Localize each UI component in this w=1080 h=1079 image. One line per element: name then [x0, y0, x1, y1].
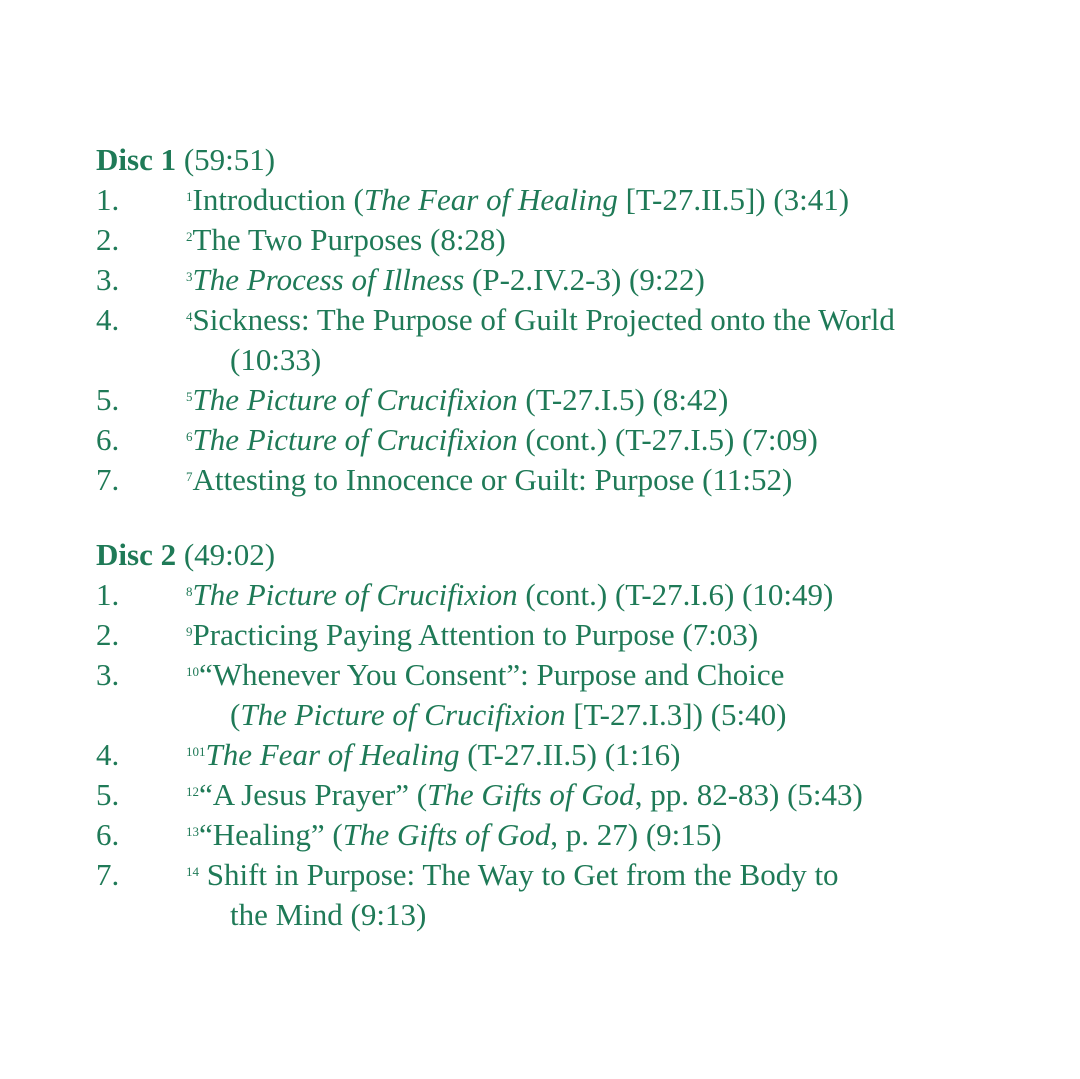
italic-title: The Picture of Crucifixion [192, 422, 518, 457]
track-number: 5. [96, 777, 120, 812]
track-title-line [186, 180, 1056, 220]
track-text: “Healing” ( [199, 817, 343, 852]
track-number: 7. [96, 857, 120, 892]
track-text: Sickness: The Purpose of Guilt Projected onto the World [192, 302, 895, 337]
track-item [96, 615, 1056, 655]
track-number: 1. [96, 182, 120, 217]
reference-superscript: 13 [186, 824, 199, 839]
track-title-line [186, 380, 1056, 420]
track-body [186, 460, 1056, 500]
track-number: 6. [96, 817, 120, 852]
italic-title: The Process of Illness [192, 262, 465, 297]
reference-superscript: 5 [186, 389, 193, 404]
track-title-continuation [186, 895, 1056, 935]
track-item [96, 180, 1056, 220]
track-number: 6. [96, 422, 120, 457]
track-item [96, 575, 1056, 615]
track-text: (10:33) [230, 342, 322, 377]
track-text: ( [230, 697, 241, 732]
disc-duration: (49:02) [183, 537, 276, 572]
disc-2-section [96, 535, 1056, 935]
track-body [186, 180, 1056, 220]
track-number: 1. [96, 577, 120, 612]
track-text: “Whenever You Consent”: Purpose and Choice [199, 657, 785, 692]
track-title-line [186, 420, 1056, 460]
track-body [186, 380, 1056, 420]
track-body [186, 300, 1056, 380]
track-list [96, 575, 1056, 935]
disc-label: Disc 1 [96, 142, 177, 177]
track-item [96, 420, 1056, 460]
track-title-line [186, 615, 1056, 655]
reference-superscript: 4 [186, 309, 193, 324]
track-text: Introduction ( [192, 182, 364, 217]
track-body [186, 615, 1056, 655]
italic-title: The Fear of Healing [205, 737, 460, 772]
track-item [96, 775, 1056, 815]
reference-superscript: 1 [186, 189, 193, 204]
disc-duration: (59:51) [183, 142, 276, 177]
reference-superscript: 10 [186, 664, 199, 679]
track-text: (T-27.II.5) (1:16) [459, 737, 681, 772]
track-title-line [186, 300, 1056, 340]
track-item [96, 855, 1056, 935]
track-text: (cont.) (T-27.I.5) (7:09) [517, 422, 818, 457]
reference-superscript: 14 [186, 864, 199, 879]
track-body [186, 655, 1056, 735]
track-item [96, 735, 1056, 775]
track-item [96, 815, 1056, 855]
italic-title: The Picture of Crucifixion [192, 382, 518, 417]
track-title-line [186, 575, 1056, 615]
track-text: The Two Purposes (8:28) [192, 222, 506, 257]
track-text: [T-27.I.3]) (5:40) [565, 697, 787, 732]
track-text: “A Jesus Prayer” ( [199, 777, 428, 812]
disc-heading [96, 535, 1056, 575]
italic-title: The Gifts of God [427, 777, 635, 812]
track-item [96, 380, 1056, 420]
track-body [186, 815, 1056, 855]
track-number: 5. [96, 382, 120, 417]
track-title-line [186, 775, 1056, 815]
track-text: (P-2.IV.2-3) (9:22) [464, 262, 705, 297]
reference-superscript: 3 [186, 269, 193, 284]
reference-superscript: 6 [186, 429, 193, 444]
track-title-line [186, 220, 1056, 260]
italic-title: The Fear of Healing [363, 182, 618, 217]
track-text: , p. 27) (9:15) [550, 817, 722, 852]
track-number: 3. [96, 262, 120, 297]
disc-1-section [96, 140, 1056, 500]
track-body [186, 420, 1056, 460]
track-item [96, 460, 1056, 500]
italic-title: The Gifts of God [342, 817, 551, 852]
track-text: , pp. 82-83) (5:43) [634, 777, 863, 812]
track-number: 3. [96, 657, 120, 692]
track-item [96, 220, 1056, 260]
italic-title: The Picture of Crucifixion [240, 697, 566, 732]
track-body [186, 220, 1056, 260]
reference-superscript: 101 [186, 744, 206, 759]
track-text: Shift in Purpose: The Way to Get from the Body to [199, 857, 839, 892]
track-list [96, 180, 1056, 500]
track-title-line [186, 260, 1056, 300]
track-item [96, 300, 1056, 380]
track-item [96, 655, 1056, 735]
track-text: (T-27.I.5) (8:42) [517, 382, 729, 417]
reference-superscript: 12 [186, 784, 199, 799]
track-body [186, 735, 1056, 775]
reference-superscript: 7 [186, 469, 193, 484]
disc-heading [96, 140, 1056, 180]
track-body [186, 775, 1056, 815]
track-title-line [186, 460, 1056, 500]
track-text: [T-27.II.5]) (3:41) [617, 182, 850, 217]
disc-label: Disc 2 [96, 537, 177, 572]
track-title-continuation [186, 340, 1056, 380]
reference-superscript: 8 [186, 584, 193, 599]
track-number: 7. [96, 462, 120, 497]
track-item [96, 260, 1056, 300]
track-text: the Mind (9:13) [230, 897, 427, 932]
track-number: 4. [96, 302, 120, 337]
reference-superscript: 2 [186, 229, 193, 244]
track-number: 2. [96, 222, 120, 257]
track-title-line [186, 815, 1056, 855]
track-title-line [186, 655, 1056, 695]
track-title-continuation [186, 695, 1056, 735]
reference-superscript: 9 [186, 624, 193, 639]
track-text: (cont.) (T-27.I.6) (10:49) [517, 577, 834, 612]
track-text: Practicing Paying Attention to Purpose (7:03) [192, 617, 759, 652]
track-title-line [186, 735, 1056, 775]
track-body [186, 260, 1056, 300]
track-body [186, 575, 1056, 615]
italic-title: The Picture of Crucifixion [192, 577, 518, 612]
track-title-line [186, 855, 1056, 895]
track-number: 2. [96, 617, 120, 652]
track-number: 4. [96, 737, 120, 772]
track-text: Attesting to Innocence or Guilt: Purpose (11:52) [192, 462, 793, 497]
track-body [186, 855, 1056, 935]
